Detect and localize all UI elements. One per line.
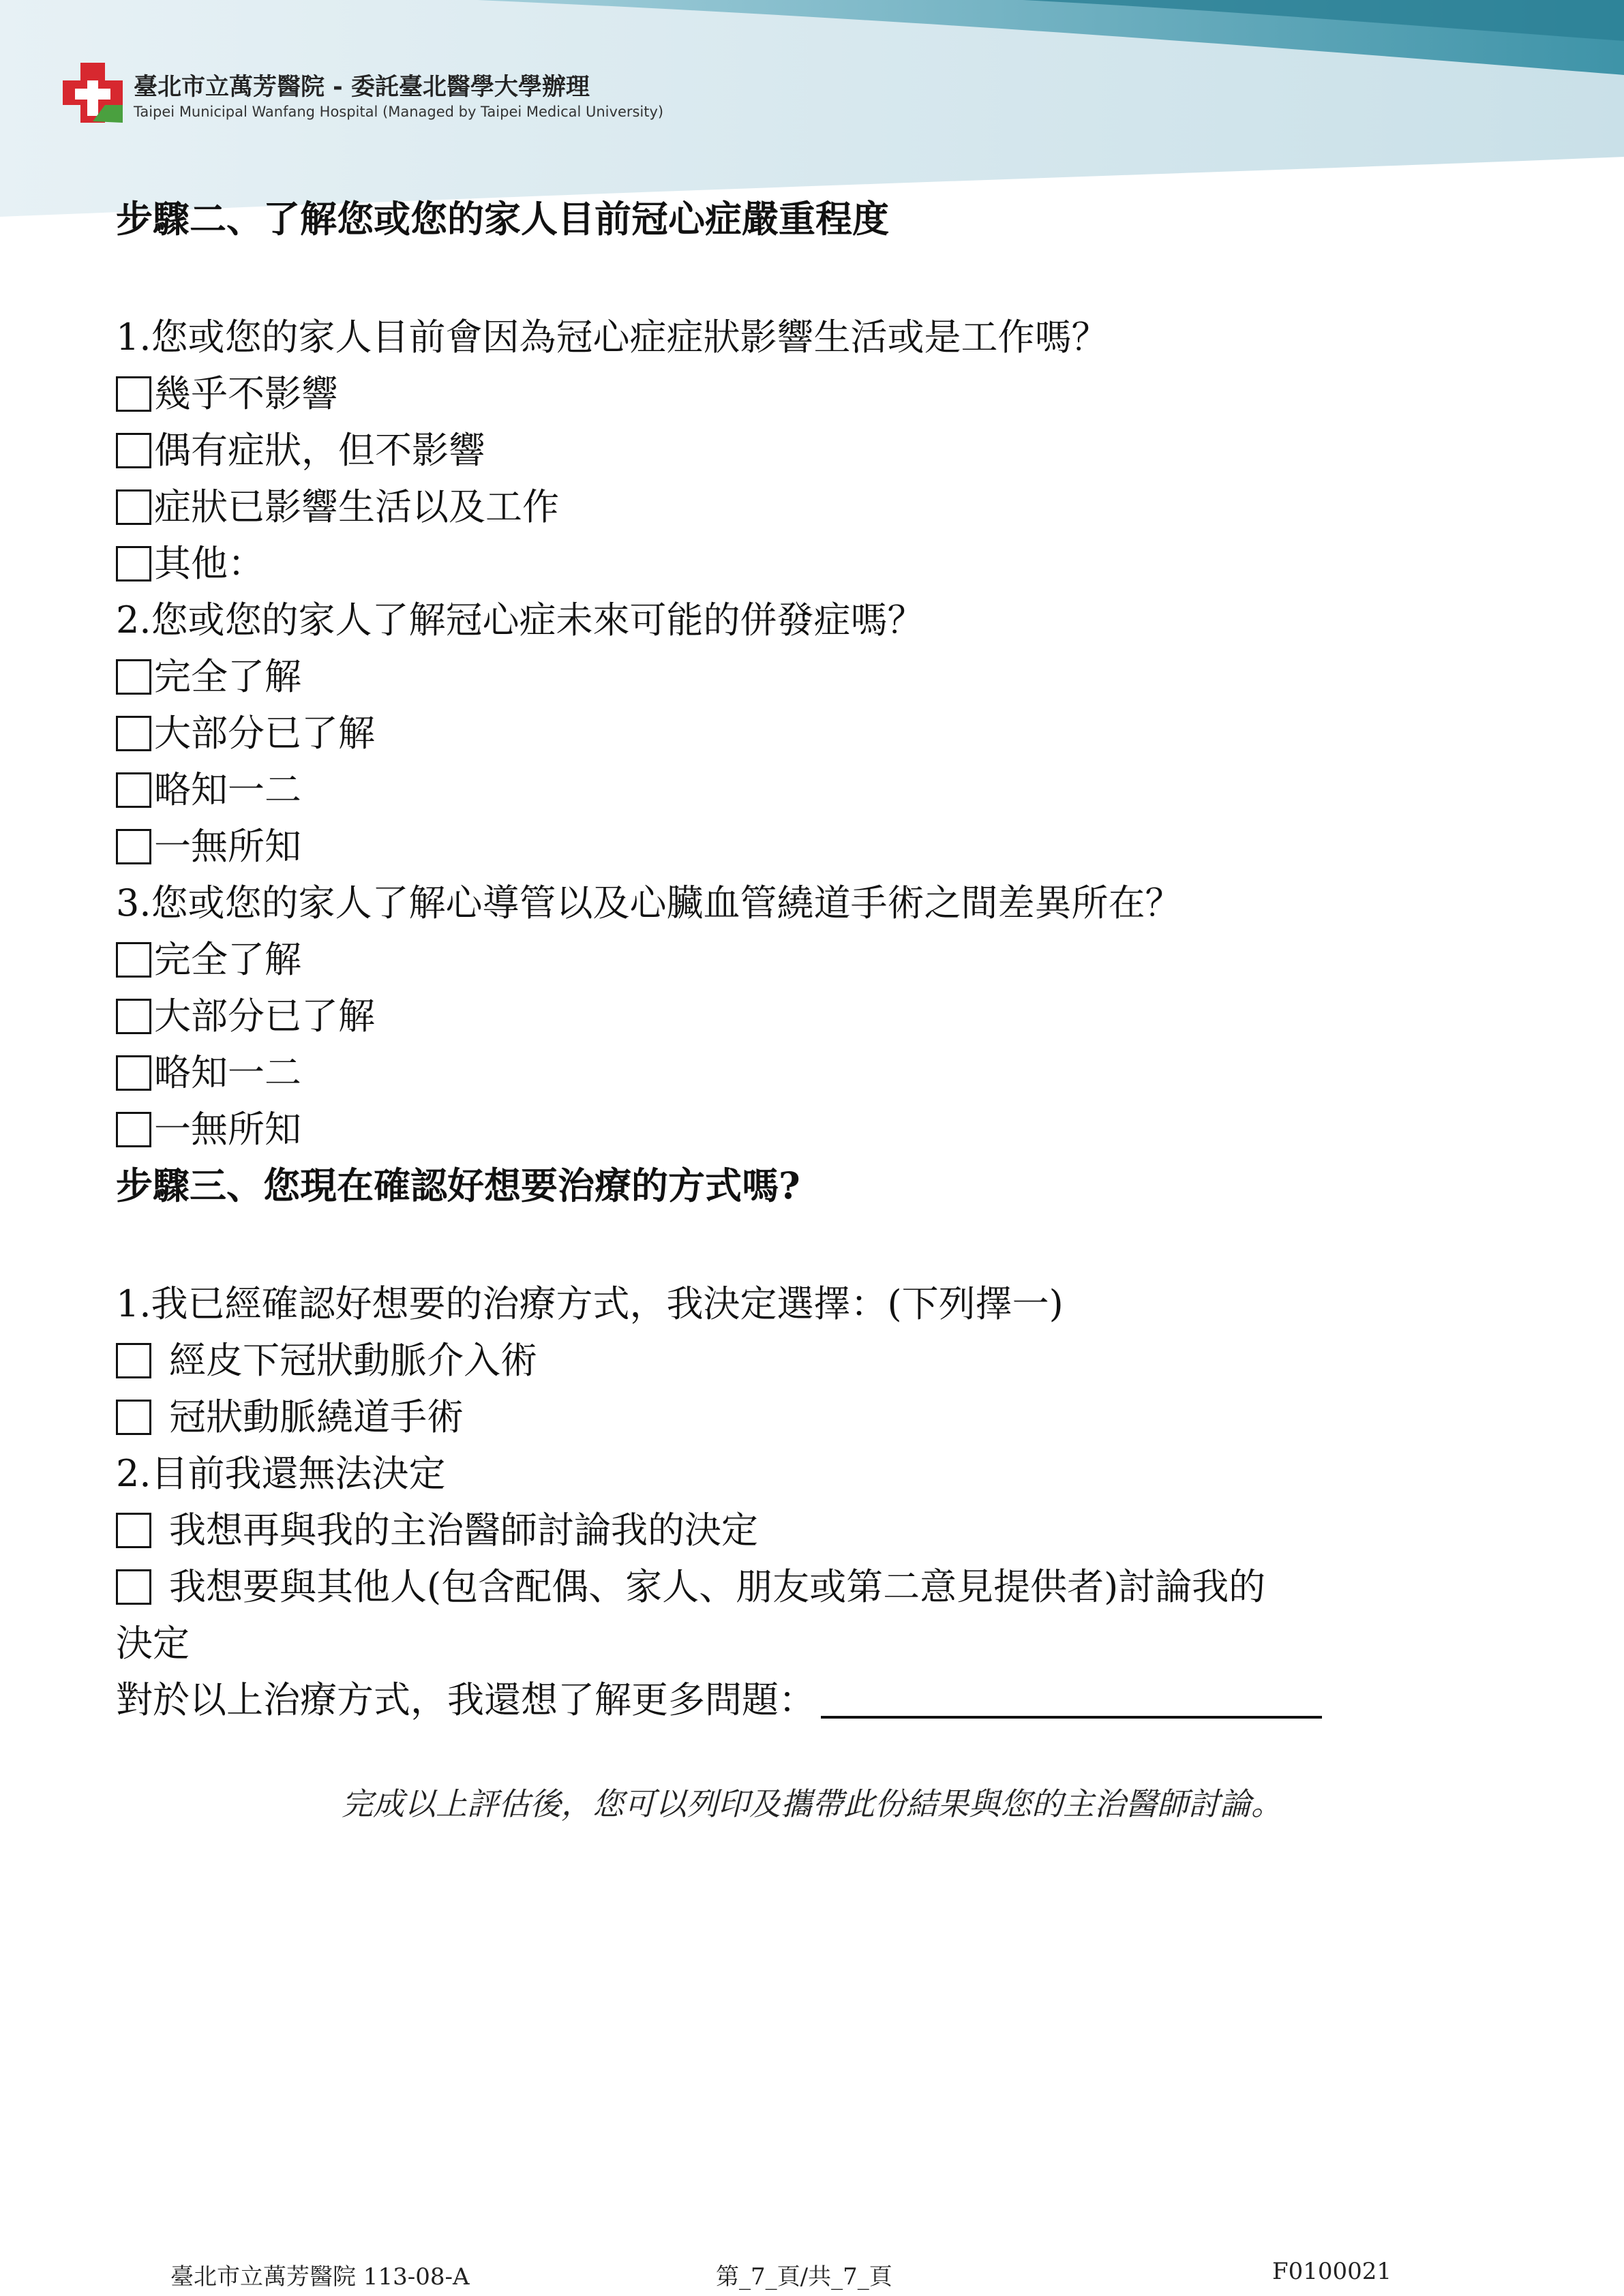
option-label: 冠狀動脈繞道手術 xyxy=(169,1395,464,1438)
step3-question-1: 1.我已經確認好想要的治療方式，我決定選擇：(下列擇一) xyxy=(116,1282,1064,1325)
option-label: 略知一二 xyxy=(154,768,301,811)
checkbox[interactable] xyxy=(116,772,151,808)
footer-left: 臺北市立萬芳醫院 113-08-A xyxy=(170,2263,470,2291)
question-1: 1.您或您的家人目前會因為冠心症症狀影響生活或是工作嗎？ xyxy=(116,316,1109,359)
step2-title: 步驟二、了解您或您的家人目前冠心症嚴重程度 xyxy=(116,197,889,241)
checkbox[interactable] xyxy=(116,829,151,864)
option-continuation: 決定 xyxy=(116,1622,190,1665)
option-label: 一無所知 xyxy=(154,1108,301,1151)
option-label: 完全了解 xyxy=(154,938,301,981)
checkbox[interactable] xyxy=(116,999,151,1034)
option-row xyxy=(116,1332,1520,1389)
option-label: 我想要與其他人(包含配偶、家人、朋友或第二意見提供者)討論我的 xyxy=(169,1565,1266,1608)
option-row xyxy=(116,988,1520,1044)
more-questions-row xyxy=(116,1672,1520,1728)
hospital-name: 臺北市立萬芳醫院 - 委託臺北醫學大學辦理 xyxy=(134,74,590,101)
option-row xyxy=(116,818,1520,875)
option-label: 其他： xyxy=(154,542,265,585)
option-label: 大部分已了解 xyxy=(154,995,375,1038)
option-row xyxy=(116,761,1520,818)
option-row xyxy=(116,1502,1520,1558)
step3-title: 步驟三、您現在確認好想要治療的方式嗎? xyxy=(116,1164,800,1207)
option-row xyxy=(116,479,1520,535)
checkbox[interactable] xyxy=(116,1343,151,1378)
questionnaire xyxy=(116,191,1520,1728)
option-row xyxy=(116,365,1520,422)
step3-question-2: 2.目前我還無法決定 xyxy=(116,1452,446,1495)
option-row xyxy=(116,422,1520,479)
checkbox[interactable] xyxy=(116,1055,151,1091)
hospital-logo xyxy=(60,60,125,125)
footer-page-number: 第_7_頁/共_7_頁 xyxy=(716,2263,892,2291)
option-label: 完全了解 xyxy=(154,655,301,698)
option-label: 經皮下冠狀動脈介入術 xyxy=(169,1339,537,1382)
option-row xyxy=(116,1101,1520,1158)
hospital-name-en: Taipei Municipal Wanfang Hospital (Managed by Taipei Medical University) xyxy=(134,104,664,120)
hospital-cross-icon xyxy=(60,60,125,125)
checkbox[interactable] xyxy=(116,1112,151,1147)
option-label: 偶有症狀，但不影響 xyxy=(154,429,485,472)
option-label: 我想再與我的主治醫師討論我的決定 xyxy=(169,1509,758,1552)
checkbox[interactable] xyxy=(116,376,151,412)
question-3: 3.您或您的家人了解心導管以及心臟血管繞道手術之間差異所在？ xyxy=(116,881,1182,924)
option-label: 略知一二 xyxy=(154,1051,301,1094)
question-2: 2.您或您的家人了解冠心症未來可能的併發症嗎？ xyxy=(116,599,924,641)
more-questions-blank[interactable] xyxy=(821,1675,1322,1719)
option-row xyxy=(116,1389,1520,1445)
option-label: 一無所知 xyxy=(154,825,301,868)
checkbox[interactable] xyxy=(116,433,151,468)
checkbox[interactable] xyxy=(116,716,151,751)
checkbox[interactable] xyxy=(116,1513,151,1548)
checkbox[interactable] xyxy=(116,1400,151,1435)
checkbox[interactable] xyxy=(116,546,151,581)
option-label: 幾乎不影響 xyxy=(154,372,338,415)
option-label: 症狀已影響生活以及工作 xyxy=(154,485,559,528)
checkbox[interactable] xyxy=(116,942,151,978)
option-label: 大部分已了解 xyxy=(154,712,375,755)
more-questions-label: 對於以上治療方式，我還想了解更多問題： xyxy=(116,1678,815,1721)
checkbox[interactable] xyxy=(116,489,151,525)
checkbox[interactable] xyxy=(116,659,151,695)
option-row xyxy=(116,535,1520,592)
option-row xyxy=(116,1044,1520,1101)
option-row xyxy=(116,705,1520,761)
option-row xyxy=(116,648,1520,705)
footer-form-code: F0100021 xyxy=(1272,2258,1392,2285)
option-row xyxy=(116,1558,1520,1615)
option-row xyxy=(116,931,1520,988)
checkbox[interactable] xyxy=(116,1569,151,1605)
closing-note: 完成以上評估後，您可以列印及攜帶此份結果與您的主治醫師討論。 xyxy=(342,1785,1282,1822)
